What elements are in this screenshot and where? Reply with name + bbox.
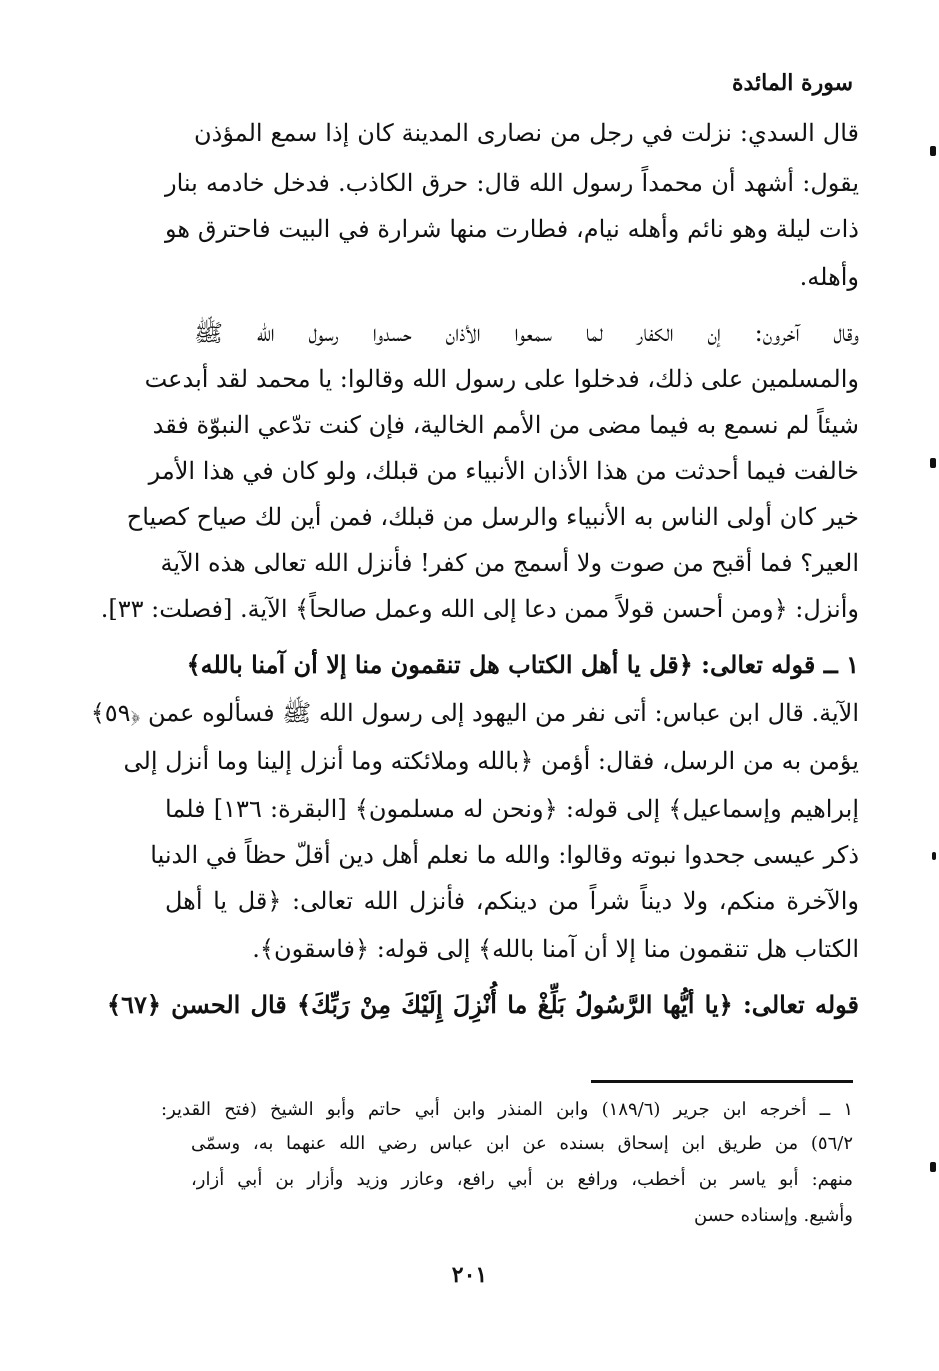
section-heading: ١ ــ قوله تعالى: ﴿قل يا أهل الكتاب هل تنقمون منا إلا أن آمنا بالله﴾ — [186, 650, 859, 679]
body-line: العير؟ فما أقبح من صوت ولا أسمج من كفر! فأنزل الله تعالى هذه الآية — [160, 549, 859, 577]
verse-heading: قوله تعالى: ﴿يا أيُّها الرَّسُولُ بَلِّغْ ما أُنْزِلَ إِلَيْكَ مِنْ رَبِّكَ﴾ قال الحسن ﴿٦٧﴾ — [107, 990, 859, 1019]
scan-mark — [930, 1162, 936, 1172]
scan-mark — [932, 852, 936, 860]
body-line: وقال آخرون: إن الكفار لما سمعوا الأذان حسدوا رسول الله ﷺ — [194, 319, 859, 347]
body-line: قال السدي: نزلت في رجل من نصارى المدينة كان إذا سمع المؤذن — [194, 119, 859, 147]
body-line: وأنزل: ﴿ومن أحسن قولاً ممن دعا إلى الله وعمل صالحاً﴾ الآية. [فصلت: ٣٣]. — [100, 595, 859, 623]
body-line: الآية. قال ابن عباس: أتى نفر من اليهود إلى رسول الله ﷺ فسألوه عمن ﴿٥٩﴾ — [90, 699, 859, 727]
page-number: ٢٠١ — [451, 1262, 488, 1288]
body-line: شيئاً لم نسمع به فيما مضى من الأمم الخالية، فإن كنت تدّعي النبوّة فقد — [152, 411, 859, 439]
body-line: والآخرة منكم، ولا ديناً شراً من دينكم، فأنزل الله تعالى: ﴿قل يا أهل — [165, 887, 859, 915]
body-line: يقول: أشهد أن محمداً رسول الله قال: حرق الكاذب. فدخل خادمه بنار — [165, 169, 859, 197]
footnote-line: منهم: أبو ياسر بن أخطب، ورافع بن أبي رافع، وعازر وزيد وأزار بن أبي أزار، — [191, 1169, 853, 1190]
body-line: يؤمن به من الرسل، فقال: أؤمن ﴿بالله وملائكته وما أنزل إلينا وما أنزل إلى — [123, 747, 859, 775]
body-line: خالفت فيما أحدثت من هذا الأذان الأنبياء من قبلك، ولو كان في هذا الأمر — [148, 457, 859, 485]
body-line: ذات ليلة وهو نائم وأهله نيام، فطارت منها شرارة في البيت فاحترق هو — [165, 215, 859, 243]
footnote-line: ١ ــ أخرجه ابن جرير (١٨٩/٦) وابن المنذر وابن أبي حاتم وأبو الشيخ (فتح القدير: — [161, 1099, 853, 1120]
footnote-separator — [591, 1080, 853, 1083]
body-line: والمسلمين على ذلك، فدخلوا على رسول الله وقالوا: يا محمد لقد أبدعت — [144, 365, 859, 393]
body-line: ذكر عيسى جحدوا نبوته وقالوا: والله ما نعلم أهل دين أقلّ حظاً في الدنيا — [150, 841, 859, 869]
body-line: وأهله. — [799, 263, 859, 291]
scan-mark — [930, 458, 936, 468]
footnote-line: وأشيع. وإسناده حسن — [694, 1205, 853, 1226]
footnote-line: ٥٦/٢) من طريق ابن إسحاق بسنده عن ابن عباس رضي الله عنهما به، وسمّى — [191, 1133, 853, 1154]
body-line: خير كان أولى الناس به الأنبياء والرسل من قبلك، فمن أين لك صياح كصياح — [126, 503, 859, 531]
scan-mark — [930, 146, 936, 156]
body-line: إبراهيم وإسماعيل﴾ إلى قوله: ﴿ونحن له مسلمون﴾ [البقرة: ١٣٦] فلما — [165, 795, 859, 823]
running-header-surah-title: سورة المائدة — [731, 70, 853, 96]
body-line: الكتاب هل تنقمون منا إلا أن آمنا بالله﴾ إلى قوله: ﴿فاسقون﴾. — [252, 935, 859, 963]
